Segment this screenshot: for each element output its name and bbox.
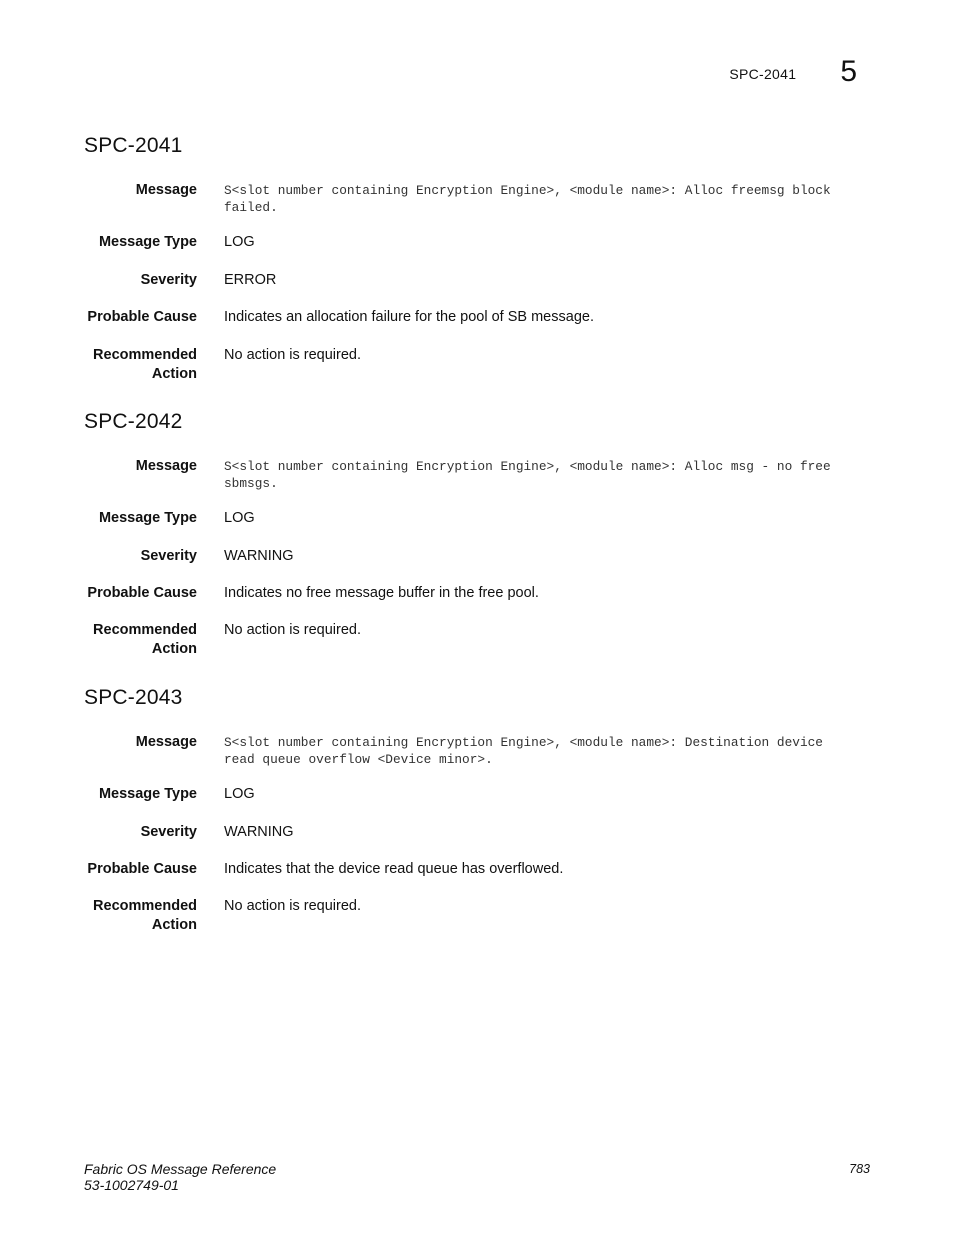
message-type-label: Message Type [98, 510, 197, 526]
probable-cause-value: Indicates that the device read queue has overflowed. [224, 861, 564, 877]
recommended-action-row [84, 621, 874, 659]
severity-value: ERROR [224, 272, 277, 288]
severity-label: Severity [140, 824, 197, 840]
message-text-line: S<slot number containing Encryption Engine>, <module name>: Alloc msg - no free [224, 459, 831, 474]
message-type-value: LOG [224, 510, 255, 526]
message-text [224, 457, 856, 492]
probable-cause-label: Probable Cause [87, 861, 197, 877]
severity-label: Severity [140, 548, 197, 564]
recommended-action-row [84, 897, 874, 935]
footer-page-number: 783 [849, 1162, 870, 1176]
message-type-row [84, 785, 874, 804]
recommended-action-value: No action is required. [224, 347, 362, 363]
running-header-title: SPC-2041 [729, 66, 797, 82]
message-entry-spc-2042 [84, 410, 874, 657]
message-row [84, 457, 874, 492]
label-line: Recommended [93, 898, 197, 914]
recommended-action-label [84, 346, 197, 384]
running-header [729, 55, 857, 88]
recommended-action-label [84, 897, 197, 935]
message-text [224, 181, 856, 216]
entry-heading: SPC-2043 [84, 686, 183, 709]
severity-row [84, 547, 874, 566]
message-type-row [84, 509, 874, 528]
message-text [224, 733, 856, 768]
severity-row [84, 271, 874, 290]
footer-doc-number: 53-1002749-01 [84, 1177, 179, 1193]
severity-label: Severity [140, 272, 197, 288]
label-line: Recommended [93, 347, 197, 363]
recommended-action-row [84, 346, 874, 384]
probable-cause-label: Probable Cause [87, 309, 197, 325]
probable-cause-row [84, 860, 874, 879]
label-line: Action [151, 641, 197, 657]
footer-document-info [84, 1161, 276, 1193]
message-text-line: S<slot number containing Encryption Engine>, <module name>: Destination device [224, 735, 823, 750]
message-row [84, 733, 874, 768]
footer-doc-title: Fabric OS Message Reference [84, 1161, 277, 1177]
recommended-action-value: No action is required. [224, 622, 362, 638]
message-type-label: Message Type [98, 234, 197, 250]
label-line: Action [151, 366, 197, 382]
message-label: Message [135, 182, 197, 198]
message-type-row [84, 233, 874, 252]
severity-value: WARNING [224, 824, 294, 840]
message-entry-spc-2041 [84, 134, 874, 382]
message-text-line: failed. [224, 200, 278, 215]
probable-cause-label: Probable Cause [87, 585, 197, 601]
label-line: Recommended [93, 622, 197, 638]
message-text-line: sbmsgs. [224, 476, 278, 491]
severity-row [84, 823, 874, 842]
message-type-value: LOG [224, 786, 255, 802]
probable-cause-row [84, 308, 874, 327]
message-type-value: LOG [224, 234, 255, 250]
recommended-action-value: No action is required. [224, 898, 362, 914]
severity-value: WARNING [224, 548, 294, 564]
message-label: Message [135, 458, 197, 474]
message-entry-spc-2043 [84, 686, 874, 933]
message-label: Message [135, 734, 197, 750]
chapter-number: 5 [840, 55, 857, 88]
probable-cause-value: Indicates no free message buffer in the free pool. [224, 585, 539, 601]
message-type-label: Message Type [98, 786, 197, 802]
entry-heading: SPC-2041 [84, 134, 183, 157]
label-line: Action [151, 917, 197, 933]
probable-cause-row [84, 584, 874, 603]
probable-cause-value: Indicates an allocation failure for the pool of SB message. [224, 309, 594, 325]
recommended-action-label [84, 621, 197, 659]
entry-heading: SPC-2042 [84, 410, 183, 433]
message-text-line: S<slot number containing Encryption Engine>, <module name>: Alloc freemsg block [224, 183, 831, 198]
message-row [84, 181, 874, 216]
message-text-line: read queue overflow <Device minor>. [224, 752, 493, 767]
